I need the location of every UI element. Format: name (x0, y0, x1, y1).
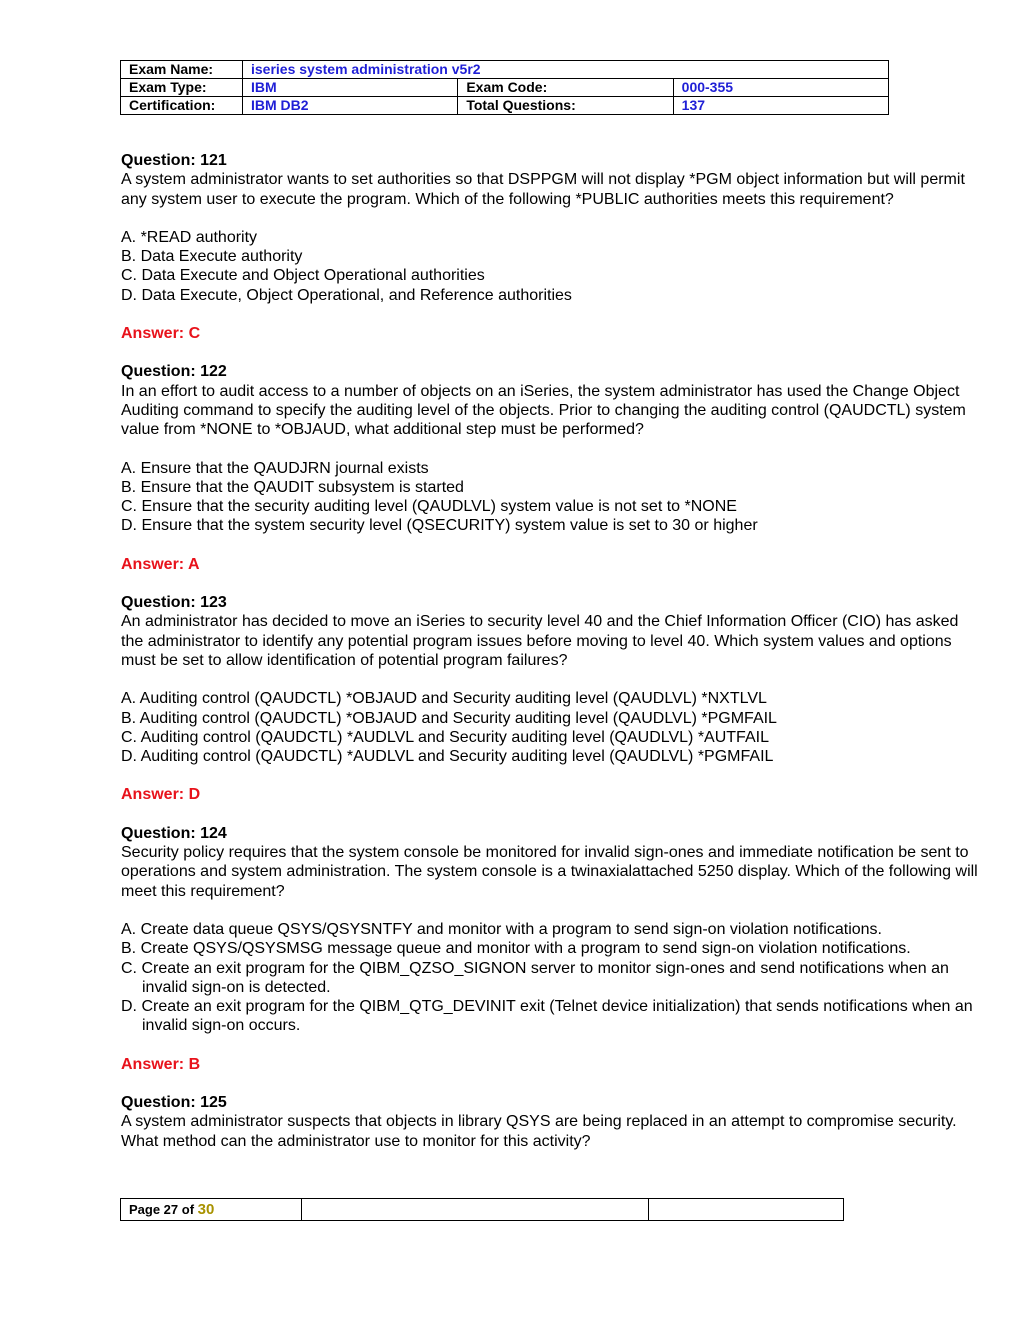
certification-value: IBM DB2 (243, 97, 458, 115)
option-item: A. Ensure that the QAUDJRN journal exists (121, 459, 429, 477)
options-list (121, 689, 981, 766)
page-number-label: Page 27 of (129, 1202, 195, 1217)
total-questions-label: Total Questions: (458, 97, 673, 115)
options-list (121, 920, 981, 1036)
options-list (121, 228, 981, 305)
exam-type-label: Exam Type: (121, 79, 243, 97)
question-block (121, 362, 981, 574)
exam-code-label: Exam Code: (458, 79, 673, 97)
exam-code-value: 000-355 (673, 79, 888, 97)
question-text: Security policy requires that the system console be monitored for invalid sign-ones and immediate notification be sent to operations and system administration. The system console is a twinaxialattached 5250 display. Which of the following will meet this requirement? (121, 844, 978, 900)
option-item: D. Data Execute, Object Operational, and Reference authorities (121, 286, 572, 304)
page-total: 30 (197, 1201, 215, 1218)
questions-content (121, 151, 981, 1151)
exam-info-row (121, 79, 889, 97)
option-item: B. Auditing control (QAUDCTL) *OBJAUD and Security auditing level (QAUDLVL) *PGMFAIL (121, 709, 777, 727)
option-item: C. Ensure that the security auditing level (QAUDLVL) system value is not set to *NONE (121, 498, 737, 516)
exam-info-row (121, 97, 889, 115)
exam-info-table (120, 60, 889, 115)
footer-empty-cell (302, 1199, 649, 1221)
option-item: A. Create data queue QSYS/QSYSNTFY and monitor with a program to send sign-on violation notifications. (121, 920, 882, 938)
question-title: Question: 125 (121, 1093, 227, 1111)
answer-label: Answer: A (121, 555, 200, 573)
question-block (121, 1093, 981, 1151)
question-title: Question: 122 (121, 363, 227, 381)
option-item: B. Create QSYS/QSYSMSG message queue and monitor with a program to send sign-on violation notifications. (121, 940, 911, 958)
option-item: D. Create an exit program for the QIBM_QTG_DEVINIT exit (Telnet device initialization) that sends notifications when an invalid sign-on occurs. (121, 998, 973, 1035)
options-list (121, 459, 981, 536)
question-block (121, 151, 981, 343)
question-block (121, 593, 981, 805)
option-item: A. *READ authority (121, 228, 258, 246)
option-item: C. Auditing control (QAUDCTL) *AUDLVL and Security auditing level (QAUDLVL) *AUTFAIL (121, 728, 769, 746)
exam-type-value: IBM (243, 79, 458, 97)
page-footer-table (120, 1198, 844, 1221)
answer-label: Answer: B (121, 1055, 201, 1073)
option-item: D. Auditing control (QAUDCTL) *AUDLVL and Security auditing level (QAUDLVL) *PGMFAIL (121, 748, 774, 766)
question-text: An administrator has decided to move an iSeries to security level 40 and the Chief Information Officer (CIO) has asked the administrator to identify any potential program issues before moving to level 40. Which system values and options must be set to allow identification of potential program failures? (121, 613, 959, 669)
certification-label: Certification: (121, 97, 243, 115)
option-item: C. Create an exit program for the QIBM_QZSO_SIGNON server to monitor sign-ones and send notifications when an invalid sign-on is detected. (121, 959, 949, 996)
question-title: Question: 124 (121, 824, 227, 842)
answer-label: Answer: D (121, 786, 201, 804)
question-text: A system administrator suspects that objects in library QSYS are being replaced in an attempt to compromise security. What method can the administrator use to monitor for this activity? (121, 1113, 957, 1150)
option-item: D. Ensure that the system security level (QSECURITY) system value is set to 30 or higher (121, 517, 758, 535)
option-item: C. Data Execute and Object Operational authorities (121, 267, 485, 285)
question-block (121, 824, 981, 1074)
exam-info-row (121, 61, 889, 79)
question-title: Question: 121 (121, 152, 227, 169)
footer-row (121, 1199, 844, 1221)
page-number-cell (121, 1199, 302, 1221)
question-text: A system administrator wants to set authorities so that DSPPGM will not display *PGM object information but will permit any system user to execute the program. Which of the following *PUBLIC authorities meets this requirement? (121, 171, 965, 208)
total-questions-value: 137 (673, 97, 888, 115)
exam-name-value: iseries system administration v5r2 (243, 61, 889, 79)
option-item: A. Auditing control (QAUDCTL) *OBJAUD and Security auditing level (QAUDLVL) *NXTLVL (121, 690, 767, 708)
answer-label: Answer: C (121, 325, 201, 343)
question-text: In an effort to audit access to a number of objects on an iSeries, the system administrator has used the Change Object Auditing command to specify the auditing level of the objects. Prior to changing the auditing control (QAUDCTL) system value from *NONE to *OBJAUD, what additional step must be performed? (121, 382, 966, 439)
footer-empty-cell (649, 1199, 844, 1221)
option-item: B. Data Execute authority (121, 248, 303, 266)
exam-name-label: Exam Name: (121, 61, 243, 79)
question-title: Question: 123 (121, 594, 227, 612)
option-item: B. Ensure that the QAUDIT subsystem is started (121, 478, 464, 496)
